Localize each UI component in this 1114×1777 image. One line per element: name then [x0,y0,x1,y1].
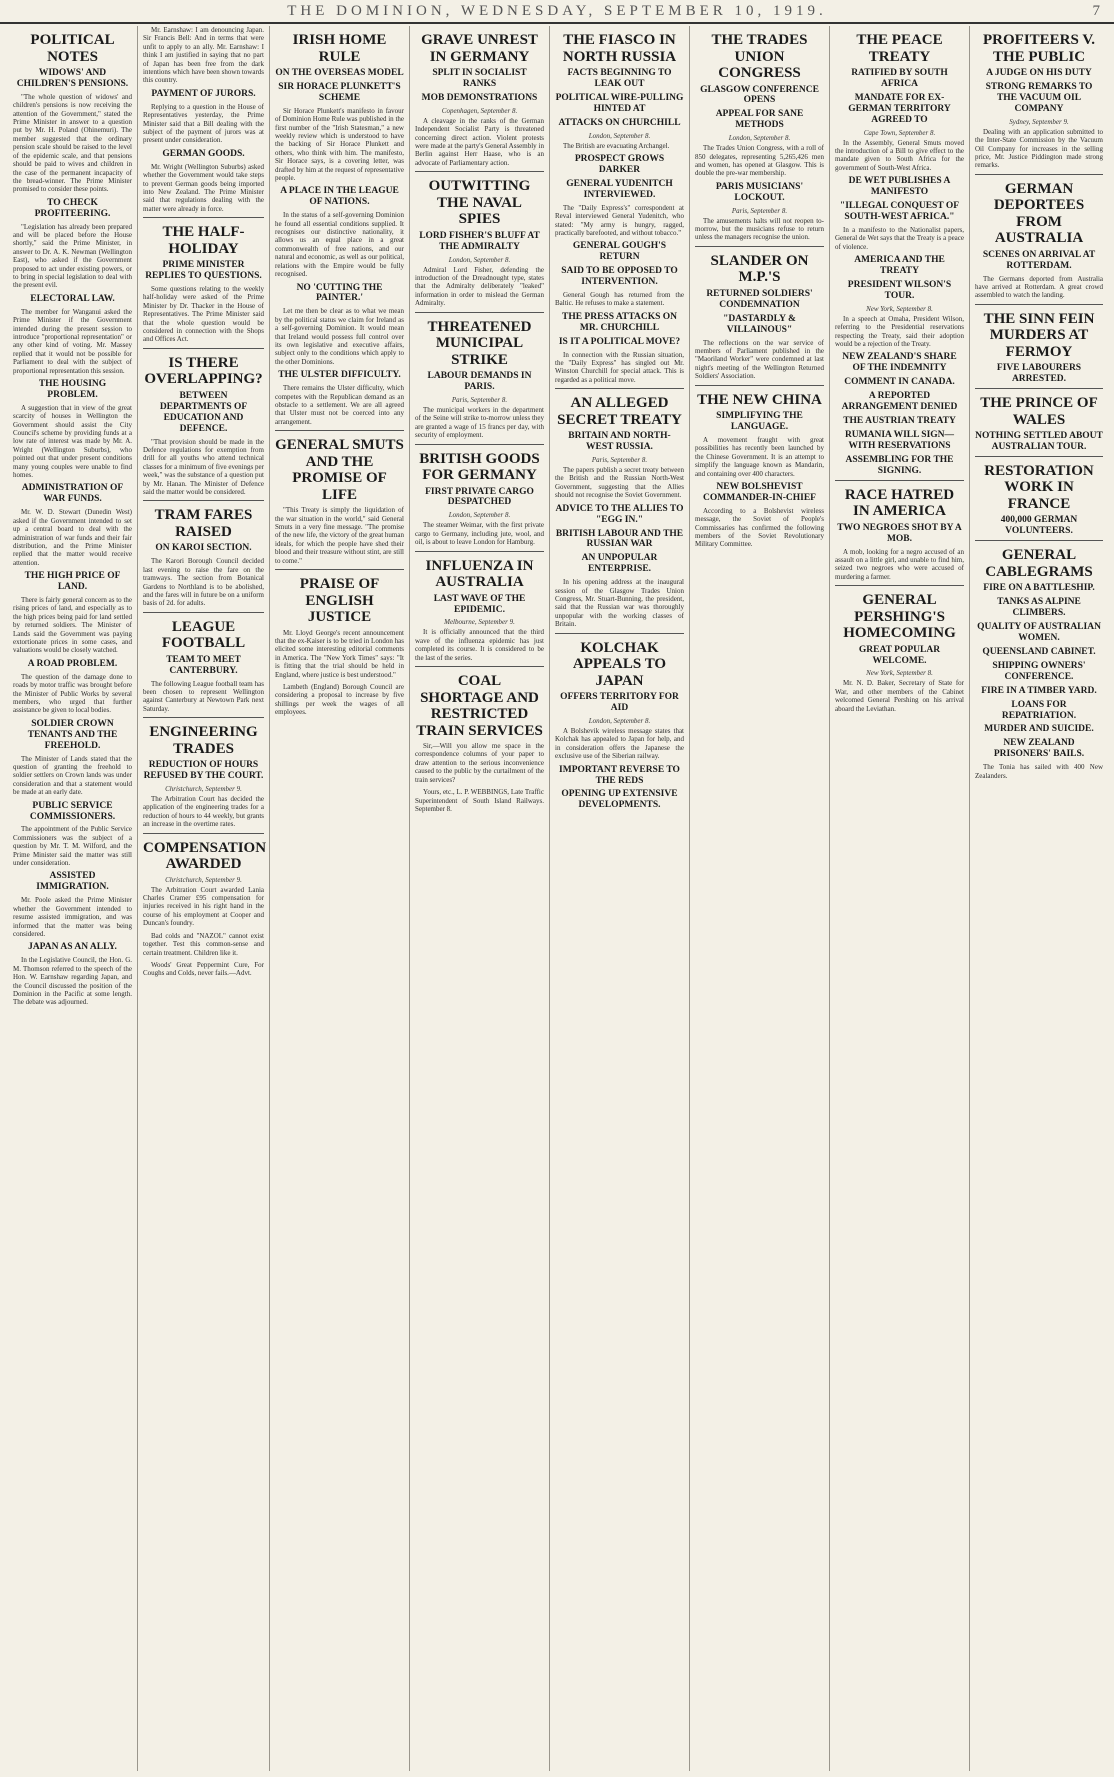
article-paragraph: The British are evacuating Archangel. [563,141,670,150]
article-paragraph: The member for Wanganui asked the Prime Minister if the Government intended during the present session to introduce "proportional representation" or any other kind of voting. Mr. Massey replied that it would not be possible for Parliament to deal with the subject of proportional representation this session. [13,307,132,375]
subheading: A JUDGE ON HIS DUTY [986,68,1092,78]
subheading: FIRE IN A TIMBER YARD. [981,685,1097,696]
subheading: PUBLIC SERVICE COMMISSIONERS. [29,800,116,822]
article-paragraph: The Tonia has sailed with 400 New Zealanders. [975,763,1103,780]
dateline: London, September 8. [728,134,791,143]
section-divider [975,304,1103,305]
subheading: SHIPPING OWNERS' CONFERENCE. [992,660,1086,682]
dateline: Christchurch, September 9. [165,875,242,884]
article-paragraph: The Arbitration Court has decided the application of the engineering trades for a reduction of hours to 44 weekly, but grants an increase in the overtime rates. [143,795,264,829]
subheading: ON THE OVERSEAS MODEL [275,68,404,78]
headline: THE SINN FEIN MURDERS AT FERMOY [983,310,1095,360]
headline: GENERAL SMUTS AND THE PROMISE OF LIFE [275,437,404,503]
article-paragraph: The following League football team has been chosen to represent Wellington against Canterbury at Newtown Park next Saturday. [143,679,264,713]
section-divider [143,612,264,613]
dateline: Paris, September 8. [731,206,788,215]
headline: INFLUENZA IN AUSTRALIA [425,557,534,591]
headline: THE NEW CHINA [697,391,822,408]
subheading: LORD FISHER'S BLUFF AT THE ADMIRALTY [419,230,540,252]
article-paragraph: Admiral Lord Fisher, defending the introduction of the Dreadnought type, states that the Admiralty deliberately "leaked" information in order to mislead the German Admiralty. [415,265,544,308]
section-divider [415,444,544,445]
subheading: MURDER AND SUICIDE. [984,724,1094,735]
headline: BRITISH GOODS FOR GERMANY [419,450,540,484]
subheading: LOANS FOR REPATRIATION. [1001,699,1077,721]
subheading: TWO NEGROES SHOT BY A MOB. [837,522,962,544]
article-paragraph: The papers publish a secret treaty between the British and the Russian North-West Government, suggesting that the Allies should not recognise the Soviet Government. [555,466,684,500]
subheading: SIMPLIFYING THE LANGUAGE. [716,411,803,433]
subheading: NEW BOLSHEVIST COMMANDER-IN-CHIEF [703,481,816,503]
article-paragraph: The Arbitration Court awarded Lania Charles Cramer £95 compensation for injuries received in his right hand in the course of his employment at Cooper and Duncan's foundry. [143,885,264,928]
article-paragraph: Mr. Poole asked the Prime Minister whether the Government intended to resume assisted immigration, and was informed that the matter was being considered. [13,896,132,938]
article-paragraph: Lambeth (England) Borough Council are considering a proposal to increase by five shillings per week the wages of all employees. [275,682,404,717]
dateline: Copenhagen, September 8. [441,106,518,115]
section-divider [143,717,264,718]
subheading: TEAM TO MEET CANTERBURY. [166,654,241,676]
headline: IRISH HOME RULE [292,32,387,65]
article-paragraph: Sir,—Will you allow me space in the correspondence columns of your paper to draw attention to the serious inconvenience caused to the public by the curtailment of the train services? [415,742,544,784]
dateline: Sydney, September 9. [1009,117,1069,126]
subheading: FIRE ON A BATTLESHIP. [983,583,1095,594]
subheading: THE ULSTER DIFFICULTY. [278,370,401,381]
dateline: Melbourne, September 9. [444,618,515,627]
section-divider [143,217,264,218]
article-paragraph: Bad colds and "NAZOL" cannot exist together. Test this common-sense and certain treatment. Children like it. [143,931,264,957]
article-paragraph: Some questions relating to the weekly half-holiday were asked of the Prime Minister by Dr. Thacker in the House of Representatives. The Prime Minister said that the whole question would be considered in connection with the Shops and Offices Act. [143,285,264,344]
article-paragraph: Mr. Lloyd George's recent announcement that the ex-Kaiser is to be tried in London has elicited some interesting editorial comments in America. The "New York Times" says: "It is fitting that the trial should be held in England, where justice is best understood." [275,628,404,679]
column-5 [550,26,690,1771]
headline: GENERAL PERSHING'S HOMECOMING [843,592,956,642]
article-paragraph: Sir Horace Plunkett's manifesto in favour of Dominion Home Rule was published in the first number of the "Irish Statesman," a new weekly review which is understood to have the backing of Sir Horace Plunkett and others, who think with him. The manifesto, Sir Horace says, is a covering letter, was drafted by him at the request of representative people. [275,106,404,183]
subheading: GLASGOW CONFERENCE OPENS [700,84,819,106]
subheading: FACTS BEGINNING TO LEAK OUT [567,68,672,89]
subheading: OPENING UP EXTENSIVE DEVELOPMENTS. [561,789,678,811]
section-divider [975,540,1103,541]
subheading: SIR HORACE PLUNKETT'S SCHEME [278,81,401,103]
section-divider [143,833,264,834]
article-paragraph: Dealing with an application submitted to the Inter-State Commission by the Vacuum Oil Company for increases in the selling price, Mr. Justice Piddington made strong remarks. [975,127,1103,170]
subheading: QUALITY OF AUSTRALIAN WOMEN. [977,622,1101,643]
subheading: GERMAN GOODS. [162,148,245,159]
section-divider [835,480,964,481]
section-divider [975,388,1103,389]
section-divider [275,569,404,570]
subheading: A ROAD PROBLEM. [27,658,118,669]
dateline: Cape Town, September 8. [863,128,936,137]
headline: AN ALLEGED SECRET TREATY [557,395,682,428]
article-paragraph: "The whole question of widows' and children's pensions is now receiving the attention of the Government," stated the Prime Minister in answer to a question put by Mr. H. Poland (Ohinemuri). The member suggested that the ordinary pension scale should be raised to the level of the epidemic scale, and that pensions should be paid to wives and children in the case of the permanent incapacity of the bread-winner. The Prime Minister promised to consider these points. [13,92,132,194]
subheading: STRONG REMARKS TO THE VACUUM OIL COMPANY [985,81,1093,114]
section-divider [835,585,964,586]
subheading: FIVE LABOURERS ARRESTED. [996,363,1082,385]
subheading: PAYMENT OF JURORS. [151,88,256,99]
article-paragraph: In his opening address at the inaugural session of the Glasgow Trades Union Congress, Mr. Stuart-Bunning, the president, said that the Russian war was thoroughly unpopular with the working classes of Britain. [555,578,684,629]
article-paragraph: The steamer Weimar, with the first private cargo to Germany, including jute, wool, and oil, is about to leave London for Hamburg. [415,521,544,547]
article-paragraph: "This Treaty is simply the liquidation of the war situation in the world," said General Smuts in a very fine message. "The promise of the new life, the victory of the great human ideals, for which the people have shed their blood and their treasure without stint, are still to come." [275,506,404,565]
subheading: THE PRESS ATTACKS ON MR. CHURCHILL [562,311,677,333]
subheading: THE AUSTRIAN TREATY [843,416,956,427]
subheading: RATIFIED BY SOUTH AFRICA [851,68,948,89]
subheading: NOTHING SETTLED ABOUT AUSTRALIAN TOUR. [975,431,1103,453]
subheading: A PLACE IN THE LEAGUE OF NATIONS. [280,186,399,208]
article-paragraph: The Karori Borough Council decided last evening to raise the fare on the tramways. The section from Botanical Gardens to Northland is to be abolished, and the fares will in future be on a uniform basis of 2d. for adults. [143,557,264,608]
section-divider [975,456,1103,457]
subheading: PRESIDENT WILSON'S TOUR. [847,279,952,301]
subheading: THE HOUSING PROBLEM. [38,378,107,400]
headline: GERMAN DEPORTEES FROM AUSTRALIA [993,180,1085,247]
article-paragraph: The amusements halts will not reopen to-morrow, but the musicians refuse to return unless the managers recognise the union. [695,216,824,242]
subheading: SAID TO BE OPPOSED TO INTERVENTION. [561,266,678,288]
subheading: WIDOWS' AND CHILDREN'S PENSIONS. [16,68,129,89]
headline: THE TRADES UNION CONGRESS [711,32,808,81]
subheading: TO CHECK PROFITEERING. [34,197,111,219]
dateline: New York, September 8. [866,304,933,313]
column-1 [8,26,138,1771]
subheading: RUMANIA WILL SIGN—WITH RESERVATIONS [844,429,955,451]
subheading: ASSISTED IMMIGRATION. [36,871,109,893]
section-divider [975,174,1103,175]
article-paragraph: The Germans deported from Australia have arrived at Rotterdam. A great crowd assembled to watch the landing. [975,274,1103,300]
article-paragraph: Yours, etc., L. P. WEBBINGS, Late Traffic Superintendent of South Island Railways. September 8. [415,788,544,813]
article-paragraph: Mr. N. D. Baker, Secretary of State for War, and other members of the Cabinet welcomed General Pershing on his arrival aboard the Leviathan. [835,679,964,713]
subheading: RETURNED SOLDIERS' CONDEMNATION [706,288,813,310]
columns-container [8,26,1108,1771]
article-paragraph: "That provision should be made in the Defence regulations for exemption from drill for all youths who attend technical classes for a minimum of five evenings per week," was the substance of a question put by Mr. Hanan. The Minister of Defence said the matter would be considered. [143,437,264,496]
subheading: SOLDIER CROWN TENANTS AND THE FREEHOLD. [27,718,118,751]
headline: PROFITEERS V. THE PUBLIC [983,32,1095,65]
subheading: JAPAN AS AN ALLY. [28,942,117,953]
page-number: 7 [1092,3,1100,19]
subheading: ADVICE TO THE ALLIES TO "EGG IN." [555,503,684,525]
dateline: Paris, September 8. [451,395,508,404]
subheading: BETWEEN DEPARTMENTS OF EDUCATION AND DEFENCE. [159,390,248,434]
headline: PRAISE OF ENGLISH JUSTICE [299,576,380,625]
headline: SLANDER ON M.P.'S [710,252,809,286]
section-divider [415,312,544,313]
column-6 [690,26,830,1771]
subheading: SCENES ON ARRIVAL AT ROTTERDAM. [982,249,1096,271]
subheading: FIRST PRIVATE CARGO DESPATCHED [425,486,534,508]
headline: THE FIASCO IN NORTH RUSSIA [562,32,677,65]
subheading: APPEAL FOR SANE METHODS [715,109,804,131]
article-paragraph: The Minister of Lands stated that the question of granting the freehold to soldier settlers on Crown lands was under consideration and that a statement would be made at an early date. [13,754,132,797]
article-paragraph: A cleavage in the ranks of the German Independent Socialist Party is threatened concerning direct action. Violent protests were made at the party's General Assembly in Berlin against Herr Haase, who is an advocate of Parliamentary action. [415,116,544,167]
article-paragraph: A Bolshevik wireless message states that Kolchak has appealed to Japan for help, and in consideration offers the Japanese the exclusive use of the Siberian railway. [555,727,684,761]
headline: OUTWITTING THE NAVAL SPIES [428,178,531,228]
subheading: AMERICA AND THE TREATY [854,255,945,277]
subheading: LAST WAVE OF THE EPIDEMIC. [433,593,526,615]
dateline: London, September 8. [588,131,651,140]
section-divider [143,348,264,349]
article-paragraph: Mr. W. D. Stewart (Dunedin West) asked if the Government intended to set up a central board to deal with the administration of war funds and their fair distribution, and the Prime Minister replied that the matter would receive attention. [13,508,132,567]
article-paragraph: In a manifesto to the Nationalist papers, General de Wet says that the Treaty is a peace of violence. [835,225,964,251]
subheading: MANDATE FOR EX-GERMAN TERRITORY AGREED TO [848,92,951,125]
article-paragraph: There remains the Ulster difficulty, which competes with the Republican demand as an obstacle to a settlement. We are all agreed that Ulster must not be coerced into any arrangement. [275,384,404,426]
article-paragraph: The municipal workers in the department of the Seine will strike to-morrow unless they are granted a wage of 15 francs per day, with security of employment. [415,405,544,440]
column-4 [410,26,550,1771]
dateline: London, September 8. [588,717,651,725]
headline: TRAM FARES RAISED [154,507,253,540]
section-divider [415,666,544,667]
article-paragraph: The question of the damage done to roads by motor traffic was brought before the Minister of Public Works by several members, who urged that further assistance be given to local bodies. [13,672,132,715]
subheading: BRITISH LABOUR AND THE RUSSIAN WAR [555,528,684,550]
subheading: THE HIGH PRICE OF LAND. [24,571,121,593]
dateline: New York, September 8. [866,669,933,678]
section-divider [555,633,684,634]
headline: IS THERE OVERLAPPING? [144,354,263,388]
column-2 [138,26,270,1771]
subheading: DE WET PUBLISHES A MANIFESTO [848,176,951,198]
subheading: ON KAROI SECTION. [155,543,252,554]
subheading: ATTACKS ON CHURCHILL [558,117,681,128]
subheading: SPLIT IN SOCIALIST RANKS [432,68,527,89]
subheading: ELECTORAL LAW. [30,293,115,304]
headline: GENERAL CABLEGRAMS [985,547,1093,580]
dateline: Paris, September 8. [591,456,648,465]
headline: RACE HATRED IN AMERICA [844,486,955,520]
subheading: REDUCTION OF HOURS REFUSED BY THE COURT. [143,760,264,782]
article-paragraph: Replying to a question in the House of Representatives yesterday, the Prime Minister said that a Bill dealing with the subject of the payment of jurors was at present under consideration. [143,102,264,145]
section-divider [695,246,824,247]
subheading: PRIME MINISTER REPLIES TO QUESTIONS. [145,260,262,282]
article-paragraph: Woods' Great Peppermint Cure, For Coughs and Colds, never fails.—Advt. [143,960,264,978]
headline: COAL SHORTAGE AND RESTRICTED TRAIN SERVICES [416,673,543,739]
subheading: GENERAL GOUGH'S RETURN [572,241,667,263]
subheading: IS IT A POLITICAL MOVE? [558,336,681,347]
section-divider [275,430,404,431]
subheading: AN UNPOPULAR ENTERPRISE. [581,553,658,575]
section-divider [415,171,544,172]
subheading: PROSPECT GROWS DARKER [574,154,665,175]
article-paragraph: In the status of a self-governing Dominion he found all essential conditions supplied. It recognises our distinctive nationality, it allows us an equal place in a great commonwealth of free nations, and our natural and economic, as well as our political, relations with the Empire would be fully recognised. [275,211,404,279]
subheading: NEW ZEALAND'S SHARE OF THE INDEMNITY [842,352,957,374]
article-paragraph: In the Legislative Council, the Hon. G. M. Thomson referred to the speech of the Hon. W. Earnshaw regarding Japan, and the Council discussed the position of the Dominion in the Pacific at some length. The debate was adjourned. [13,956,132,1007]
headline: LEAGUE FOOTBALL [161,618,246,652]
headline: THE PEACE TREATY [856,32,943,65]
subheading: LABOUR DEMANDS IN PARIS. [427,371,532,392]
subheading: MOB DEMONSTRATIONS [421,92,538,103]
article-paragraph: Mr. Wright (Wellington Suburbs) asked whether the Government would take steps to prevent German goods being imported into New Zealand. The Prime Minister said that regulations dealing with the matter were already in force. [143,162,264,213]
headline: RESTORATION WORK IN FRANCE [984,462,1094,512]
article-paragraph: In a speech at Omaha, President Wilson, referring to the Presidential reservations respecting the Treaty, said their adoption would be a rejection of the Treaty. [835,314,964,349]
headline: THE PRINCE OF WALES [980,395,1098,428]
article-paragraph: The "Daily Express's" correspondent at Reval interviewed General Yudenitch, who stated: "My army is hungry, ragged, practically barefooted, and without tobacco." [555,203,684,237]
column-7 [830,26,970,1771]
subheading: BRITAIN AND NORTH-WEST RUSSIA. [568,431,671,453]
subheading: IMPORTANT REVERSE TO THE REDS [559,764,680,786]
subheading: GENERAL YUDENITCH INTERVIEWED. [566,178,673,200]
headline: KOLCHAK APPEALS TO JAPAN [572,639,667,689]
column-3 [270,26,410,1771]
section-divider [415,551,544,552]
subheading: ASSEMBLING FOR THE SIGNING. [845,454,954,476]
subheading: OFFERS TERRITORY FOR AID [560,692,679,714]
article-paragraph: According to a Bolshevist wireless message, the Soviet of People's Commissaries has confirmed the following members of the Soviet Revolutionary Military Committee. [695,506,824,549]
subheading: COMMENT IN CANADA. [844,377,955,388]
article-paragraph: A suggestion that in view of the great scarcity of houses in Wellington the Government should assist the City Council's scheme by providing funds at a low rate of interest was made by Mr. A. Wright (Wellington Suburbs), who pointed out that under present conditions many young couples were unable to find homes. [13,403,132,480]
article-paragraph: In connection with the Russian situation, the "Daily Express" has singled out Mr. Winston Churchill for special attack. This is regarded as a political move. [555,350,684,384]
subheading: "ILLEGAL CONQUEST OF SOUTH-WEST AFRICA." [839,201,960,222]
headline: THREATENED MUNICIPAL STRIKE [427,318,532,368]
column-8 [970,26,1108,1771]
article-paragraph: Mr. Earnshaw: I am denouncing Japan. Sir Francis Bell: And in terms that were unfit to apply to an ally. Mr. Earnshaw: I think I am justified in saying that no part of Japan has been free from the dark intentions which have been shown towards this country. [143,26,264,85]
subheading: "DASTARDLY & VILLAINOUS" [723,313,796,335]
headline: GRAVE UNREST IN GERMANY [421,32,538,65]
article-paragraph: "Legislation has already been prepared and will be placed before the House shortly," said the Prime Minister, in answer to Dr. A. K. Newman (Wellington East), who asked if the Government proposed to act under existing powers, or to bring in special legislation to deal with the present evil. [13,222,132,290]
subheading: 400,000 GERMAN VOLUNTEERS. [1000,515,1078,537]
subheading: POLITICAL WIRE-PULLING HINTED AT [555,92,684,114]
headline: COMPENSATION AWARDED [143,839,267,873]
section-divider [695,385,824,386]
subheading: NEW ZEALAND PRISONERS' BAILS. [993,738,1085,760]
subheading: QUEENSLAND CABINET. [982,646,1096,657]
article-paragraph: Let me then be clear as to what we mean by the political status we claim for Ireland as a self-governing Dominion. It would mean that Ireland would possess full control over its own legislative and executive affairs, subject only to the conditions which apply to the other Dominions. [275,307,404,366]
article-paragraph: The Trades Union Congress, with a roll of 850 delegates, representing 5,265,426 men and women, has opened at Glasgow. This is double the pre-war membership. [695,144,824,178]
subheading: ADMINISTRATION OF WAR FUNDS. [21,483,124,505]
subheading: PARIS MUSICIANS' LOCKOUT. [715,181,804,203]
article-paragraph: General Gough has returned from the Baltic. He refuses to make a statement. [555,291,684,308]
masthead-title: THE DOMINION, WEDNESDAY, SEPTEMBER 10, 1919. [287,3,827,19]
article-paragraph: There is fairly general concern as to the rising prices of land, and especially as to the high prices being paid for land settled by returned soldiers. The Minister of Lands said the Government was paying extortionate prices in some cases, and valuations would be closely watched. [13,596,132,655]
headline: POLITICAL NOTES [30,32,115,65]
article-paragraph: The appointment of the Public Service Commissioners was the subject of a question by Mr. T. M. Wilford, and the Prime Minister said the matter was still under consideration. [13,825,132,868]
article-paragraph: It is officially announced that the third wave of the influenza epidemic has just completed its course. It is considered to be the last of the series. [415,628,544,662]
article-paragraph: The reflections on the war service of members of Parliament published in the "Maoriland Worker" were condemned at last night's meeting of the Wellington Returned Soldiers' Association. [695,338,824,381]
dateline: London, September 8. [448,511,511,520]
headline: ENGINEERING TRADES [149,724,258,757]
dateline: Christchurch, September 9. [165,785,242,794]
section-divider [555,388,684,389]
dateline: London, September 8. [448,255,511,264]
article-paragraph: In the Assembly, General Smuts moved the introduction of a Bill to give effect to the mandate given to South Africa for the government of South-West Africa. [835,138,964,172]
section-divider [143,500,264,501]
article-paragraph: A mob, looking for a negro accused of an assault on a little girl, and unable to find him, seized two negroes who were accused of murdering a farmer. [835,547,964,581]
subheading: TANKS AS ALPINE CLIMBERS. [997,597,1081,619]
subheading: NO 'CUTTING THE PAINTER.' [296,282,383,304]
masthead [0,0,1114,24]
subheading: A REPORTED ARRANGEMENT DENIED [841,391,958,413]
headline: THE HALF-HOLIDAY [162,224,245,257]
article-paragraph: A movement fraught with great possibilities has recently been launched by the Chinese Government. It is an attempt to simplify the language known as Mandarin, and containing over 400 characters. [695,435,824,478]
subheading: GREAT POPULAR WELCOME. [858,644,941,666]
